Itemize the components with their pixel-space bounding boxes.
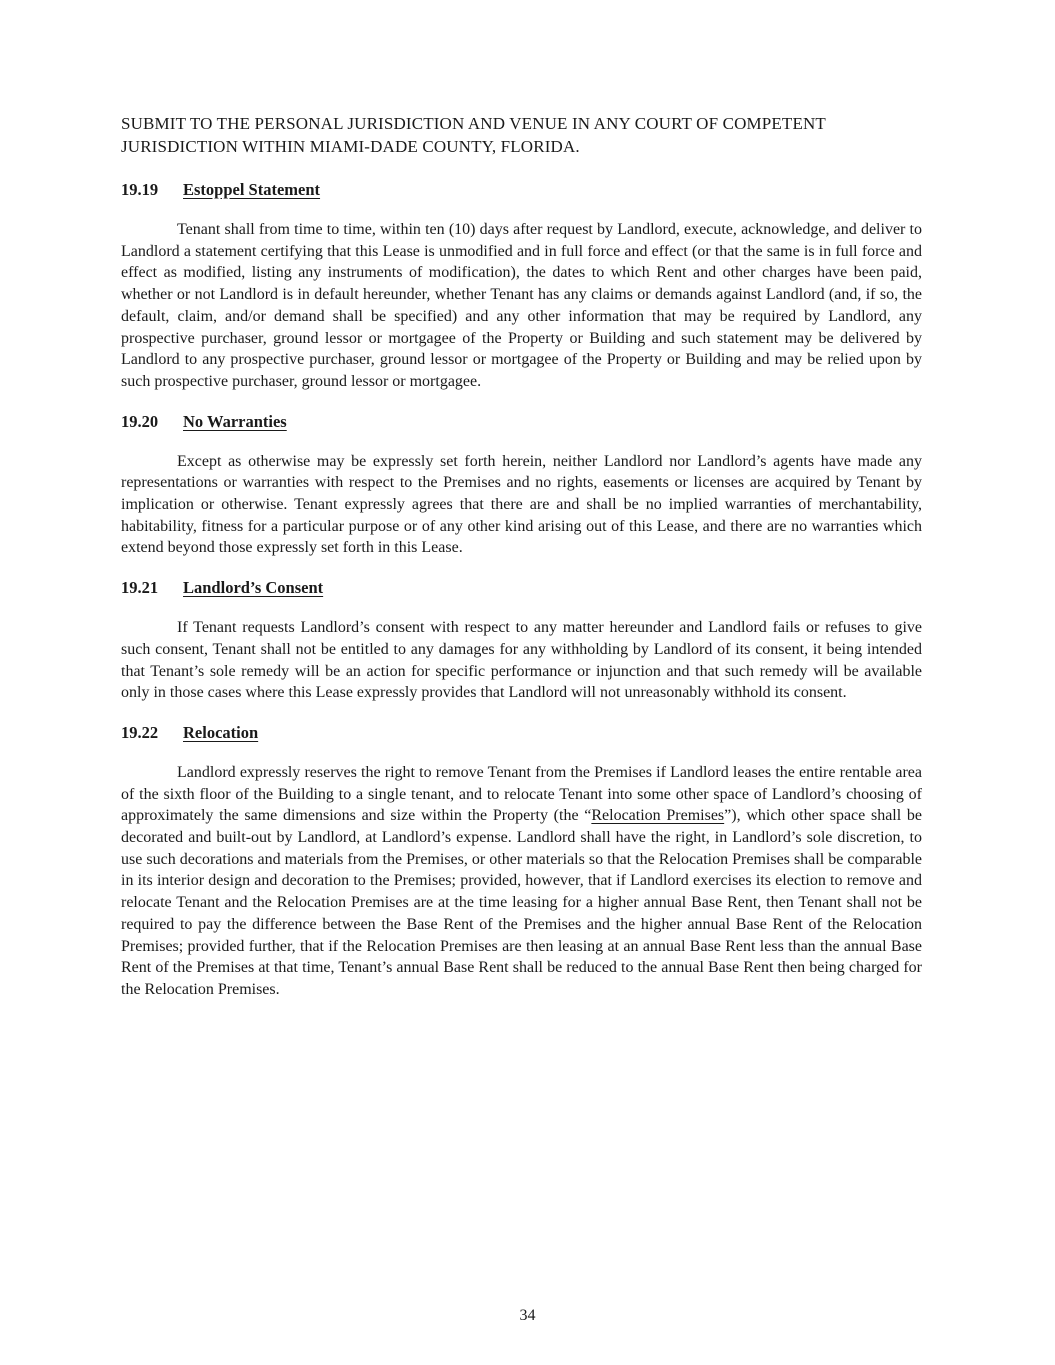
section-title: Estoppel Statement — [183, 180, 321, 199]
section-heading — [121, 722, 922, 743]
defined-term-relocation-premises: Relocation Premises — [591, 807, 725, 825]
section-body: If Tenant requests Landlord’s consent with respect to any matter hereunder and Landlord fails or refuses to give such consent, Tenant shall not be entitled to any damages for any withholding by Landlord of its consent, it being intended that Tenant’s sole remedy will be an action for specific performance or injunction and that such remedy will be available only in those cases where this Lease expressly provides that Landlord will not unreasonably withhold its consent. — [121, 619, 922, 702]
section-heading — [121, 179, 922, 200]
section-title: No Warranties — [183, 411, 287, 431]
section-body: Tenant shall from time to time, within ten (10) days after request by Landlord, execute, acknowledge, and deliver to Landlord a statement certifying that this Lease is unmodified and in full force and effect (or that the same is in full force and effect as modified, listing any instruments of modification), the dates to which Rent and other charges have been paid, whether or not Landlord is in default hereunder, whether Tenant has any claims or demands against Landlord (and, if so, the default, claim, and/or demand shall be specified) and any other information that may be required by Landlord, any prospective purchaser, ground lessor or mortgagee of the Property or Building and such statement may be delivered by Landlord to any prospective purchaser, ground lessor or mortgagee of the Property or Building and may be relied upon by such prospective purchaser, ground lessor or mortgagee. — [121, 221, 922, 390]
section-number: 19.20 — [121, 411, 159, 431]
section-heading — [121, 411, 922, 432]
section-number: 19.19 — [121, 180, 159, 199]
section-19-19 — [121, 179, 922, 393]
section-body-part1: Landlord expressly reserves the right to remove Tenant from the Premises if Landlord leases the entire rentable area of the sixth floor of the Building to a single tenant, and to relocate Tenant into some other space of Landlord’s choosing of approximately the same dimensions and size within the Property (the “ — [121, 763, 922, 825]
intro-paragraph: SUBMIT TO THE PERSONAL JURISDICTION AND VENUE IN ANY COURT OF COMPETENT JURISDICTION WITHIN MIAMI-DADE COUNTY, FLORIDA. — [121, 114, 826, 156]
section-19-21 — [121, 577, 922, 704]
section-title: Relocation — [183, 722, 259, 742]
section-body-part2: ”), which other space shall be decorated and built-out by Landlord, at Landlord’s expense. Landlord shall have the right, in Landlord’s sole discretion, to use such decorations and materials from the Premises, or other materials so that the Relocation Premises shall be comparable in its interior design and decoration to the Premises; provided, however, that if Landlord exercises its election to remove and relocate Tenant and the Relocation Premises are at the time leasing for a higher annual Base Rent, then Tenant shall not be required to pay the difference between the Base Rent of the Premises and the higher annual Base Rent of the Relocation Premises; provided further, that if the Relocation Premises are then leasing at an annual Base Rent less than the annual Base Rent of the Premises at that time, Tenant’s annual Base Rent shall be reduced to the annual Base Rent then being charged for the Relocation Premises. — [121, 807, 922, 998]
section-body: Except as otherwise may be expressly set forth herein, neither Landlord nor Landlord’s agents have made any representations or warranties with respect to the Premises and no rights, easements or licenses are acquired by Tenant by implication or otherwise. Tenant expressly agrees that there are and shall be no implied warranties of merchantability, habitability, fitness for a particular purpose or of any other kind arising out of this Lease, and there are no warranties which extend beyond those expressly set forth in this Lease. — [121, 452, 922, 557]
section-body — [121, 762, 922, 1001]
page-content — [121, 112, 922, 1019]
section-19-20 — [121, 411, 922, 560]
page-number: 34 — [519, 1307, 536, 1324]
section-heading — [121, 577, 922, 598]
section-title: Landlord’s Consent — [183, 578, 324, 598]
section-number: 19.22 — [121, 722, 159, 742]
section-number: 19.21 — [121, 578, 159, 598]
section-19-22 — [121, 722, 922, 1001]
